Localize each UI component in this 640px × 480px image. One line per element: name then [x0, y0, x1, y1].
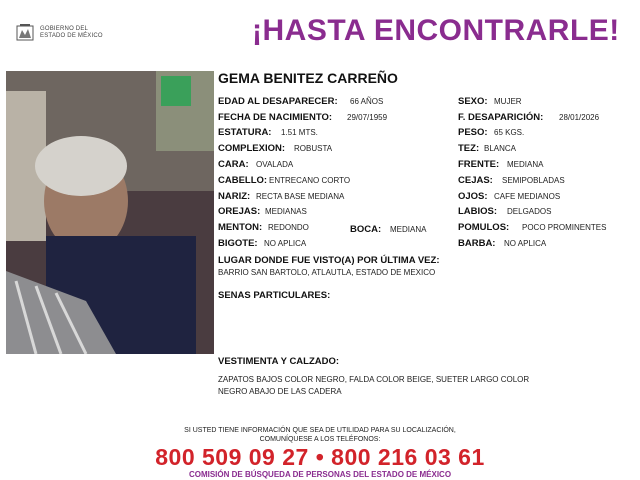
frente-label: FRENTE:	[458, 159, 500, 170]
nacimiento-value: 29/07/1959	[347, 113, 388, 122]
cara-value: OVALADA	[256, 160, 294, 169]
state-seal-icon	[14, 22, 36, 44]
footer-note-line-1: SI USTED TIENE INFORMACIÓN QUE SEA DE UTILIDAD PARA SU LOCALIZACIÓN,	[184, 427, 456, 434]
bigote-value: NO APLICA	[264, 239, 307, 248]
labios-value: DELGADOS	[507, 207, 552, 216]
phone-numbers	[0, 444, 640, 471]
boca-label: BOCA:	[350, 224, 382, 235]
vestimenta-label: VESTIMENTA Y CALZADO:	[218, 356, 340, 367]
vestimenta-line-2: NEGRO ABAJO DE LAS CADERA	[218, 387, 342, 396]
missing-person-photo	[6, 71, 214, 354]
person-name: GEMA BENITEZ CARREÑO	[218, 70, 398, 86]
agency-name: COMISIÓN DE BÚSQUEDA DE PERSONAS DEL ESTADO DE MÉXICO	[188, 470, 452, 479]
peso-label: PESO:	[458, 127, 488, 138]
menton-value: REDONDO	[268, 223, 309, 232]
phone-1: 800 509 09 27	[155, 444, 309, 470]
cejas-value: SEMIPOBLADAS	[502, 176, 565, 185]
desaparicion-label: F. DESAPARICIÓN:	[458, 112, 544, 123]
phone-separator: •	[315, 444, 325, 470]
nacimiento-label: FECHA DE NACIMIENTO:	[218, 112, 332, 123]
lugar-label: LUGAR DONDE FUE VISTO(A) POR ÚLTIMA VEZ:	[218, 255, 440, 266]
senas-label: SENAS PARTICULARES:	[218, 290, 331, 301]
barba-label: BARBA:	[458, 238, 496, 249]
peso-value: 65 KGS.	[494, 128, 525, 137]
headline: ¡HASTA ENCONTRARLE!	[252, 14, 620, 47]
ojos-label: OJOS:	[458, 191, 488, 202]
desaparicion-value: 28/01/2026	[559, 113, 600, 122]
pomulos-value: POCO PROMINENTES	[522, 223, 607, 232]
frente-value: MEDIANA	[507, 160, 544, 169]
cabello-value: ENTRECANO CORTO	[269, 176, 351, 185]
cejas-label: CEJAS:	[458, 175, 493, 186]
nariz-label: NARIZ:	[218, 191, 251, 202]
nariz-value: RECTA BASE MEDIANA	[256, 192, 345, 201]
government-text	[40, 26, 103, 40]
gov-line-1: GOBIERNO DEL	[40, 26, 89, 32]
estatura-value: 1.51 MTS.	[281, 128, 318, 137]
menton-label: MENTON:	[218, 222, 263, 233]
vestimenta-line-1: ZAPATOS BAJOS COLOR NEGRO, FALDA COLOR BEIGE, SUETER LARGO COLOR	[218, 375, 530, 384]
sexo-label: SEXO:	[458, 96, 488, 107]
sexo-value: MUJER	[494, 97, 522, 106]
cara-label: CARA:	[218, 159, 249, 170]
bigote-label: BIGOTE:	[218, 238, 258, 249]
edad-value: 66 AÑOS	[350, 97, 384, 106]
cabello-label: CABELLO:	[218, 175, 268, 186]
edad-label: EDAD AL DESAPARECER:	[218, 96, 338, 107]
gov-line-2: ESTADO DE MÉXICO	[40, 33, 103, 39]
labios-label: LABIOS:	[458, 206, 498, 217]
boca-value: MEDIANA	[390, 225, 427, 234]
complexion-value: ROBUSTA	[294, 144, 333, 153]
complexion-label: COMPLEXION:	[218, 143, 286, 154]
footer-note	[0, 426, 640, 444]
phone-2: 800 216 03 61	[331, 444, 485, 470]
barba-value: NO APLICA	[504, 239, 547, 248]
lugar-value: BARRIO SAN BARTOLO, ATLAUTLA, ESTADO DE MEXICO	[218, 268, 436, 277]
ojos-value: CAFE MEDIANOS	[494, 192, 561, 201]
government-logo	[14, 22, 124, 48]
footer-note-line-2: COMUNÍQUESE A LOS TELÉFONOS:	[259, 436, 381, 443]
tez-value: BLANCA	[484, 144, 517, 153]
estatura-label: ESTATURA:	[218, 127, 272, 138]
photo-illustration	[6, 71, 214, 354]
orejas-value: MEDIANAS	[265, 207, 307, 216]
orejas-label: OREJAS:	[218, 206, 261, 217]
tez-label: TEZ:	[458, 143, 480, 154]
pomulos-label: POMULOS:	[458, 222, 510, 233]
